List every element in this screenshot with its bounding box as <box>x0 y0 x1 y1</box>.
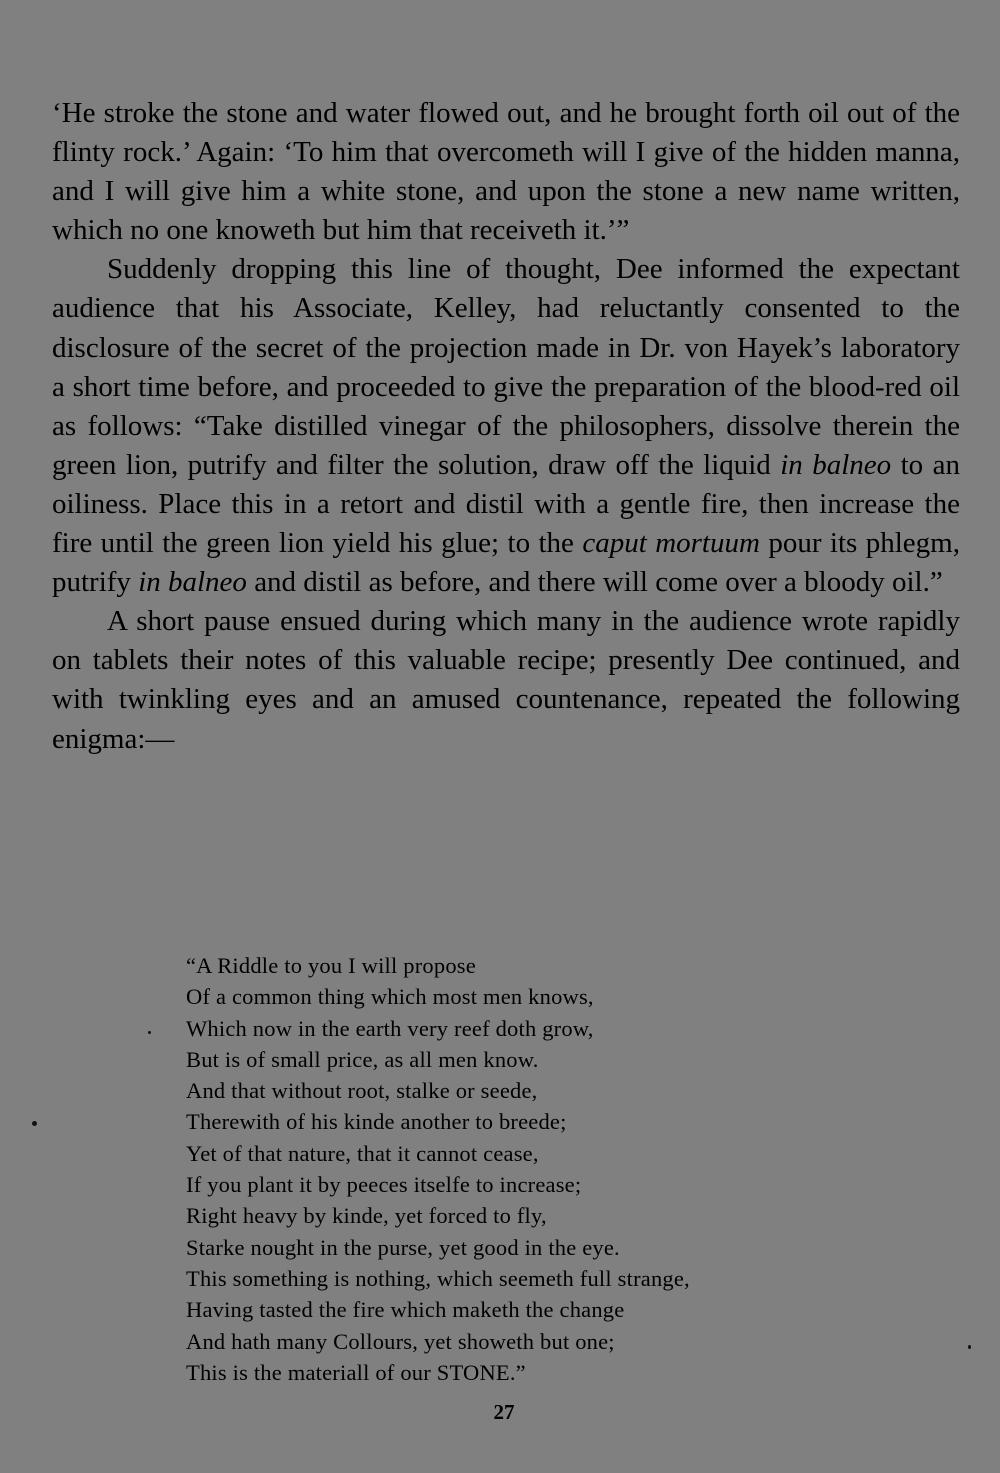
poem-line: If you plant it by peeces itselfe to increase; <box>186 1172 582 1198</box>
poem-line: And that without root, stalke or seede, <box>186 1078 538 1104</box>
text-run: to an oiliness. Place this in a retort and distil with a gentle fire, then increase the fire until the green lion yield his glue; to the <box>52 448 960 560</box>
poem-line: This something is nothing, which seemeth full strange, <box>186 1265 690 1291</box>
page-number: 27 <box>493 1400 515 1424</box>
poem-line: Which now in the earth very reef doth grow, <box>186 1015 594 1041</box>
italic-phrase: caput mortuum <box>582 527 760 560</box>
paragraph <box>52 94 960 250</box>
text-run: ‘He stroke the stone and water flowed out, and he brought forth oil out of the flinty rock.’ Again: ‘To him that overcometh will I give of the hidden manna, and I will give him a white stone, and upon the stone a new name written, which no one knoweth but him that receiveth it.’” <box>52 97 960 247</box>
paragraph <box>52 250 960 602</box>
poem-line: Of a common thing which most men knows, <box>186 984 594 1010</box>
riddle-poem <box>186 950 906 1388</box>
print-speck <box>148 1031 151 1034</box>
italic-phrase: in balneo <box>138 566 247 599</box>
poem-line: Therewith of his kinde another to breede; <box>186 1109 567 1135</box>
print-speck <box>968 1345 971 1349</box>
poem-line: “A Riddle to you I will propose <box>186 953 476 978</box>
text-run: A short pause ensued during which many in the audience wrote rapidly on tablets their notes of this valuable recipe; presently Dee continued, and with twinkling eyes and an amused countenance, repeated the following enigma:— <box>52 605 960 755</box>
italic-phrase: in balneo <box>780 448 892 481</box>
text-run: and distil as before, and there will come over a bloody oil.” <box>246 566 943 599</box>
poem-line: And hath many Collours, yet showeth but one; <box>186 1328 615 1354</box>
print-speck <box>32 1121 37 1126</box>
poem-line: This is the materiall of our STONE.” <box>186 1359 526 1385</box>
text-run: pour its phlegm, putrify <box>52 527 960 599</box>
poem-line: Yet of that nature, that it cannot cease, <box>186 1140 539 1166</box>
poem-line: Right heavy by kinde, yet forced to fly, <box>186 1203 547 1229</box>
text-run: Suddenly dropping this line of thought, Dee informed the expectant audience that his Associate, Kelley, had reluctantly consented to the disclosure of the secret of the projection made in Dr. von Hayek’s laboratory a short time before, and proceeded to give the preparation of the blood-red oil as follows: “Take distilled vinegar of the philosophers, dissolve therein the green lion, putrify and filter the solution, draw off the liquid <box>52 253 960 481</box>
poem-line: But is of small price, as all men know. <box>186 1046 539 1072</box>
prose-body <box>52 94 960 759</box>
poem-line: Having tasted the fire which maketh the change <box>186 1297 625 1323</box>
poem-line: Starke nought in the purse, yet good in the eye. <box>186 1234 620 1260</box>
paragraph <box>52 602 960 758</box>
